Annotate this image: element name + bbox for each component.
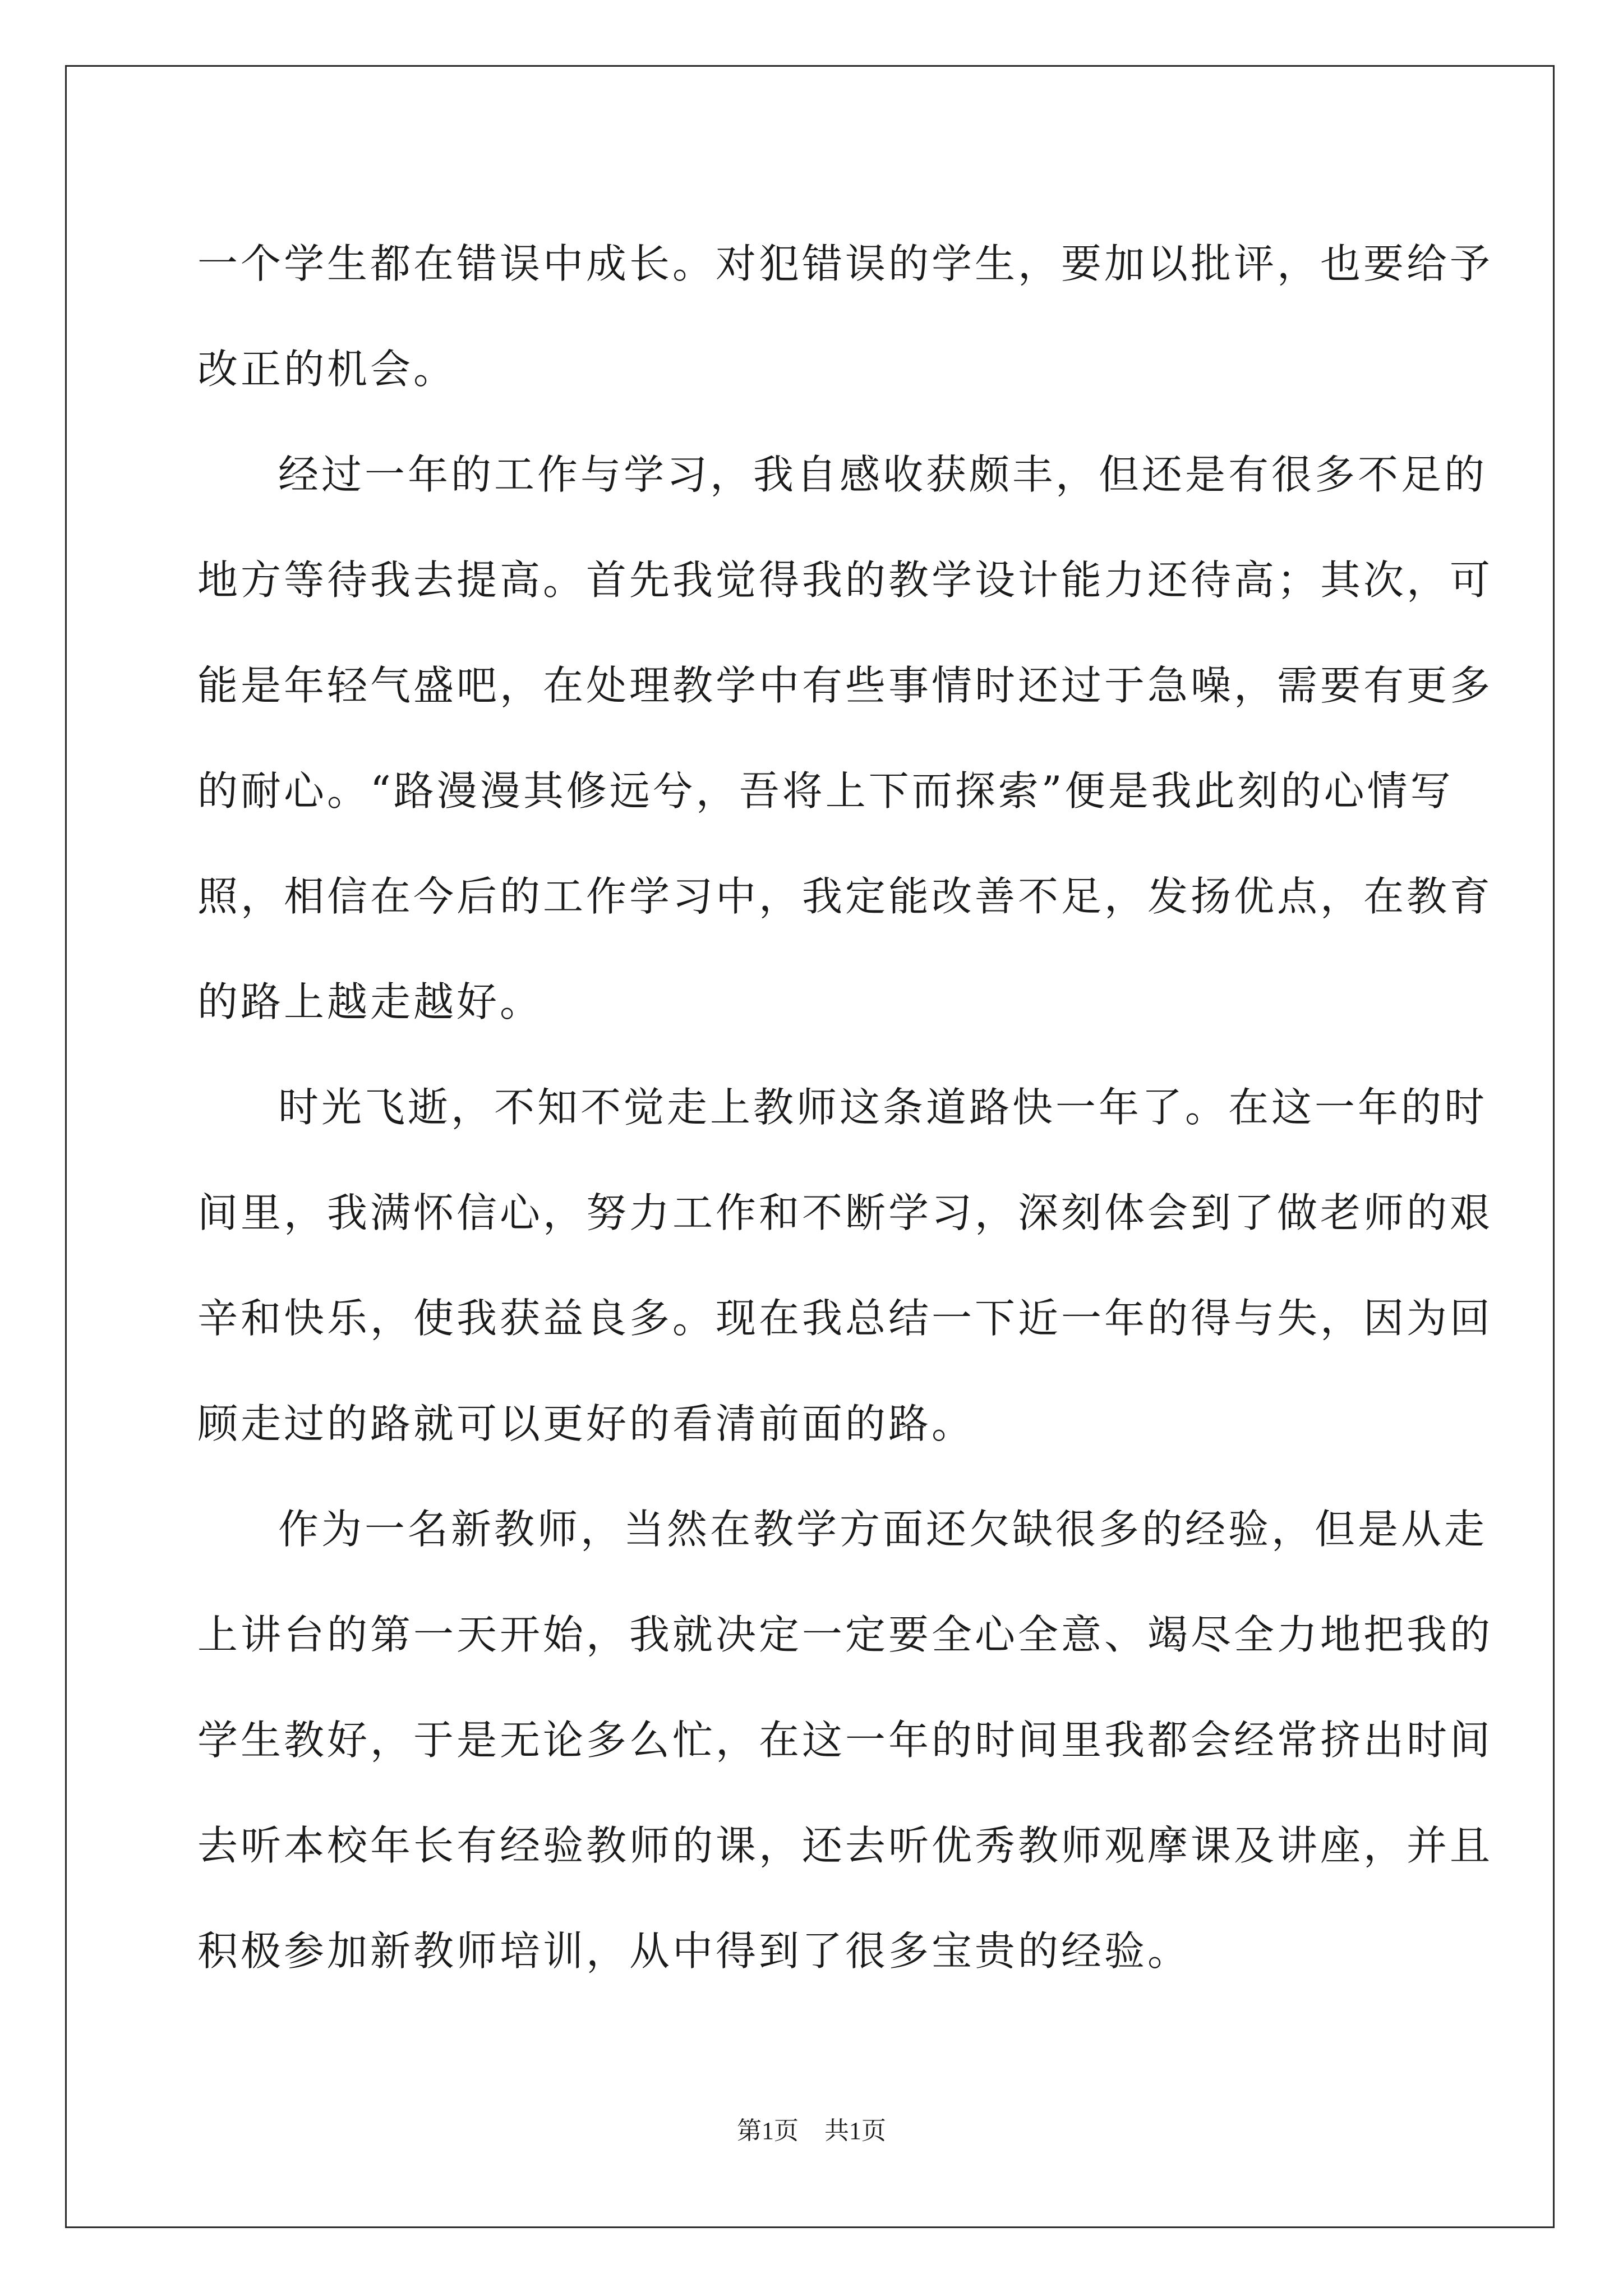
page-total: 共1页 xyxy=(824,2117,886,2145)
document-body xyxy=(197,211,1493,2004)
text-line: 顾走过的路就可以更好的看清前面的路。 xyxy=(197,1400,975,1447)
text-line: 一个学生都在错误中成长。对犯错误的学生，要加以批评，也要给予 xyxy=(197,240,1493,287)
text-line: 上讲台的第一天开始，我就决定一定要全心全意、竭尽全力地把我的 xyxy=(197,1611,1493,1658)
text-line: 的耐心。“路漫漫其修远兮，吾将上下而探索”便是我此刻的心情写 xyxy=(197,767,1454,815)
text-line: 辛和快乐，使我获益良多。现在我总结一下近一年的得与失，因为回 xyxy=(197,1295,1493,1342)
text-line: 的路上越走越好。 xyxy=(197,978,543,1025)
page-footer xyxy=(0,2110,1623,2146)
text-line: 地方等待我去提高。首先我觉得我的教学设计能力还待高；其次，可 xyxy=(197,556,1493,604)
paragraph-start-line: 时光飞逝，不知不觉走上教师这条道路快一年了。在这一年的时 xyxy=(278,1084,1488,1131)
paragraph-start-line: 作为一名新教师，当然在教学方面还欠缺很多的经验，但是从走 xyxy=(278,1506,1488,1553)
text-line: 积极参加新教师培训，从中得到了很多宝贵的经验。 xyxy=(197,1927,1191,1975)
paragraph-start-line: 经过一年的工作与学习，我自感收获颇丰，但还是有很多不足的 xyxy=(278,451,1488,498)
text-line: 去听本校年长有经验教师的课，还去听优秀教师观摩课及讲座，并且 xyxy=(197,1822,1493,1869)
text-line: 能是年轻气盛吧，在处理教学中有些事情时还过于急噪，需要有更多 xyxy=(197,662,1493,709)
text-line: 改正的机会。 xyxy=(197,346,457,393)
page-number: 第1页 xyxy=(737,2117,799,2145)
text-line: 照，相信在今后的工作学习中，我定能改善不足，发扬优点，在教育 xyxy=(197,873,1493,920)
text-line: 学生教好，于是无论多么忙，在这一年的时间里我都会经常挤出时间 xyxy=(197,1717,1493,1764)
text-line: 间里，我满怀信心，努力工作和不断学习，深刻体会到了做老师的艰 xyxy=(197,1189,1493,1236)
